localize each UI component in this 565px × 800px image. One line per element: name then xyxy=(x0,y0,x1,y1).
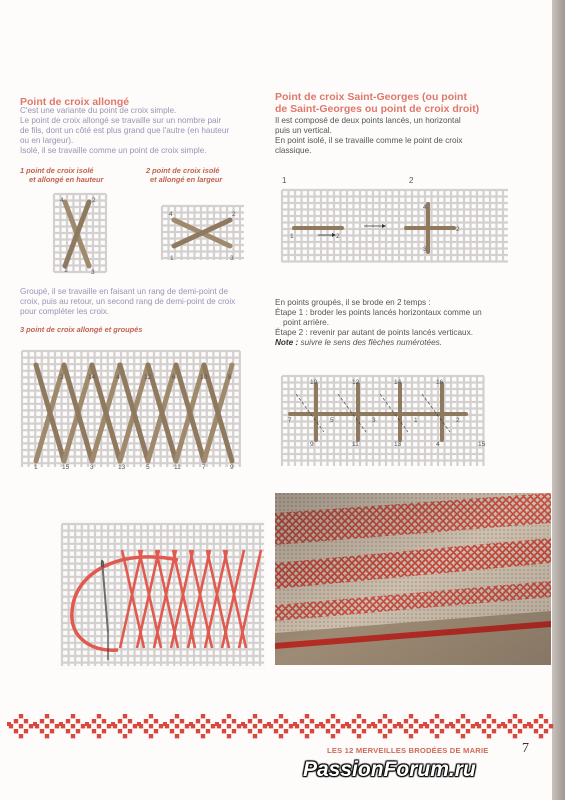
figC-mid-num: 3 xyxy=(372,417,376,424)
figure-saint-georges-isolated xyxy=(278,174,510,266)
figC-top-num: 16 xyxy=(436,379,444,386)
page-edge xyxy=(552,0,565,800)
left-intro-line: de fils, dont un côté est plus grand que l'autre (en hauteur xyxy=(20,126,230,135)
right-grouped-line: point arrière. xyxy=(283,318,329,327)
caption-fig3 xyxy=(20,325,142,334)
footer-title: LES 12 MERVEILLES BRODÉES DE MARIE xyxy=(327,746,489,755)
caption-line: 1 point de croix isolé xyxy=(20,166,94,175)
left-intro-line: C'est une variante du point de croix simple. xyxy=(20,106,177,115)
fig2-num: 4 xyxy=(169,211,173,218)
fig3-bottom-num: 5 xyxy=(146,464,150,471)
right-grouped-text xyxy=(275,298,482,348)
left-intro xyxy=(20,106,229,156)
fig1-num: 2 xyxy=(92,197,96,204)
caption-line: et allongé en hauteur xyxy=(29,175,104,184)
left-grouped-text xyxy=(20,287,235,317)
figC-bottom-num: 15 xyxy=(478,441,486,448)
left-section-title: Point de croix allongé xyxy=(20,96,130,108)
figC-bottom-num: 11 xyxy=(352,441,359,448)
note-text: suivre le sens des flèches numérotées. xyxy=(300,338,443,347)
caption-fig2 xyxy=(146,166,222,184)
fig-label: 1 xyxy=(282,176,287,185)
fig3-bottom-num: 3 xyxy=(90,464,94,471)
right-grouped-line: Étape 2 : revenir par autant de points lancés verticaux. xyxy=(275,328,473,337)
left-intro-line: Isolé, il se travaille comme un point de croix simple. xyxy=(20,146,207,155)
figB-num: 2 xyxy=(456,226,460,233)
caption-line: et allongé en largeur xyxy=(150,175,223,184)
figB-num: 3 xyxy=(423,246,427,253)
right-intro-line: En point isolé, il se travaille comme le point de croix xyxy=(275,136,463,145)
figC-bottom-num: 13 xyxy=(394,441,402,448)
note-label: Note : xyxy=(275,338,299,347)
fig3-top-num: 12 xyxy=(144,374,152,381)
figA-num: 1 xyxy=(290,233,294,240)
figC-mid-num: 1 xyxy=(414,417,418,424)
caption-line: 2 point de croix isolé xyxy=(146,166,220,175)
fig3-bottom-num: 15 xyxy=(62,464,70,471)
fig3-top-num: 14 xyxy=(88,374,96,381)
figC-mid-num: 2 xyxy=(456,417,460,424)
figure-tall-cross xyxy=(52,192,110,276)
figA-num: 2 xyxy=(336,233,340,240)
fig3-top-num: 6 xyxy=(172,374,176,381)
fig3-top-num: 8 xyxy=(228,374,232,381)
figB-num: 4 xyxy=(423,204,427,211)
fig1-num: 3 xyxy=(91,269,95,276)
fig3-bottom-num: 1 xyxy=(34,464,38,471)
figC-top-num: 10 xyxy=(310,379,318,386)
footer-decorative-border xyxy=(2,713,550,739)
right-grouped-line: En points groupés, il se brode en 2 temps : xyxy=(275,298,431,307)
right-section-title xyxy=(275,91,525,115)
fig3-bottom-num: 7 xyxy=(202,464,206,471)
fig3-top-num: 10 xyxy=(200,374,208,381)
left-intro-line: ou en largeur). xyxy=(20,136,74,145)
right-intro-line: classique. xyxy=(275,146,312,155)
caption-line: 3 point de croix allongé et groupés xyxy=(20,325,143,334)
figure-grouped-crosses xyxy=(20,343,242,475)
grouped-line: pour compléter les croix. xyxy=(20,307,110,316)
fig2-num: 2 xyxy=(232,211,236,218)
figure-saint-georges-grouped xyxy=(280,374,486,468)
fig-label: 2 xyxy=(409,176,414,185)
right-title-main: Point de croix Saint-Georges xyxy=(275,91,420,103)
page-number: 7 xyxy=(522,741,529,756)
fig2-num: 3 xyxy=(230,255,234,262)
caption-fig1 xyxy=(20,166,103,184)
figure-red-needle xyxy=(60,520,266,670)
grouped-line: croix, puis au retour, un second rang de demi-point de croix xyxy=(20,297,236,306)
fig1-num: 4 xyxy=(60,197,64,204)
grouped-line: Groupé, il se travaille en faisant un rang de demi-point de xyxy=(20,287,228,296)
right-grouped-line: Étape 1 : broder les points lancés horizontaux comme un xyxy=(275,308,482,317)
fig2-num: 1 xyxy=(170,255,174,262)
figC-mid-num: 7 xyxy=(288,417,292,424)
figC-bottom-num: 9 xyxy=(310,441,314,448)
figC-top-num: 12 xyxy=(352,379,360,386)
fig3-bottom-num: 13 xyxy=(118,464,126,471)
right-intro xyxy=(275,116,463,156)
figC-bottom-num: 4 xyxy=(436,441,440,448)
fig3-top-num: 2 xyxy=(60,374,64,381)
right-intro-line: puis un vertical. xyxy=(275,126,332,135)
watermark: PassionForum.ru xyxy=(303,758,476,781)
figure-wide-cross xyxy=(160,200,246,266)
figC-top-num: 14 xyxy=(394,379,402,386)
fig3-top-num: 4 xyxy=(116,374,120,381)
fig3-bottom-num: 9 xyxy=(230,464,234,471)
right-title-paren: (ou point xyxy=(422,91,467,103)
figC-mid-num: 5 xyxy=(330,417,334,424)
fig3-bottom-num: 11 xyxy=(174,464,181,471)
left-intro-line: Le point de croix allongé se travaille sur un nombre pair xyxy=(20,116,222,125)
embroidery-photo-art xyxy=(275,493,551,665)
right-intro-line: Il est composé de deux points lancés, un horizontal xyxy=(275,116,461,125)
right-title-line2: de Saint-Georges ou point de croix droit) xyxy=(275,103,480,115)
fig1-num: 1 xyxy=(64,267,68,274)
embroidery-photo xyxy=(275,493,551,665)
